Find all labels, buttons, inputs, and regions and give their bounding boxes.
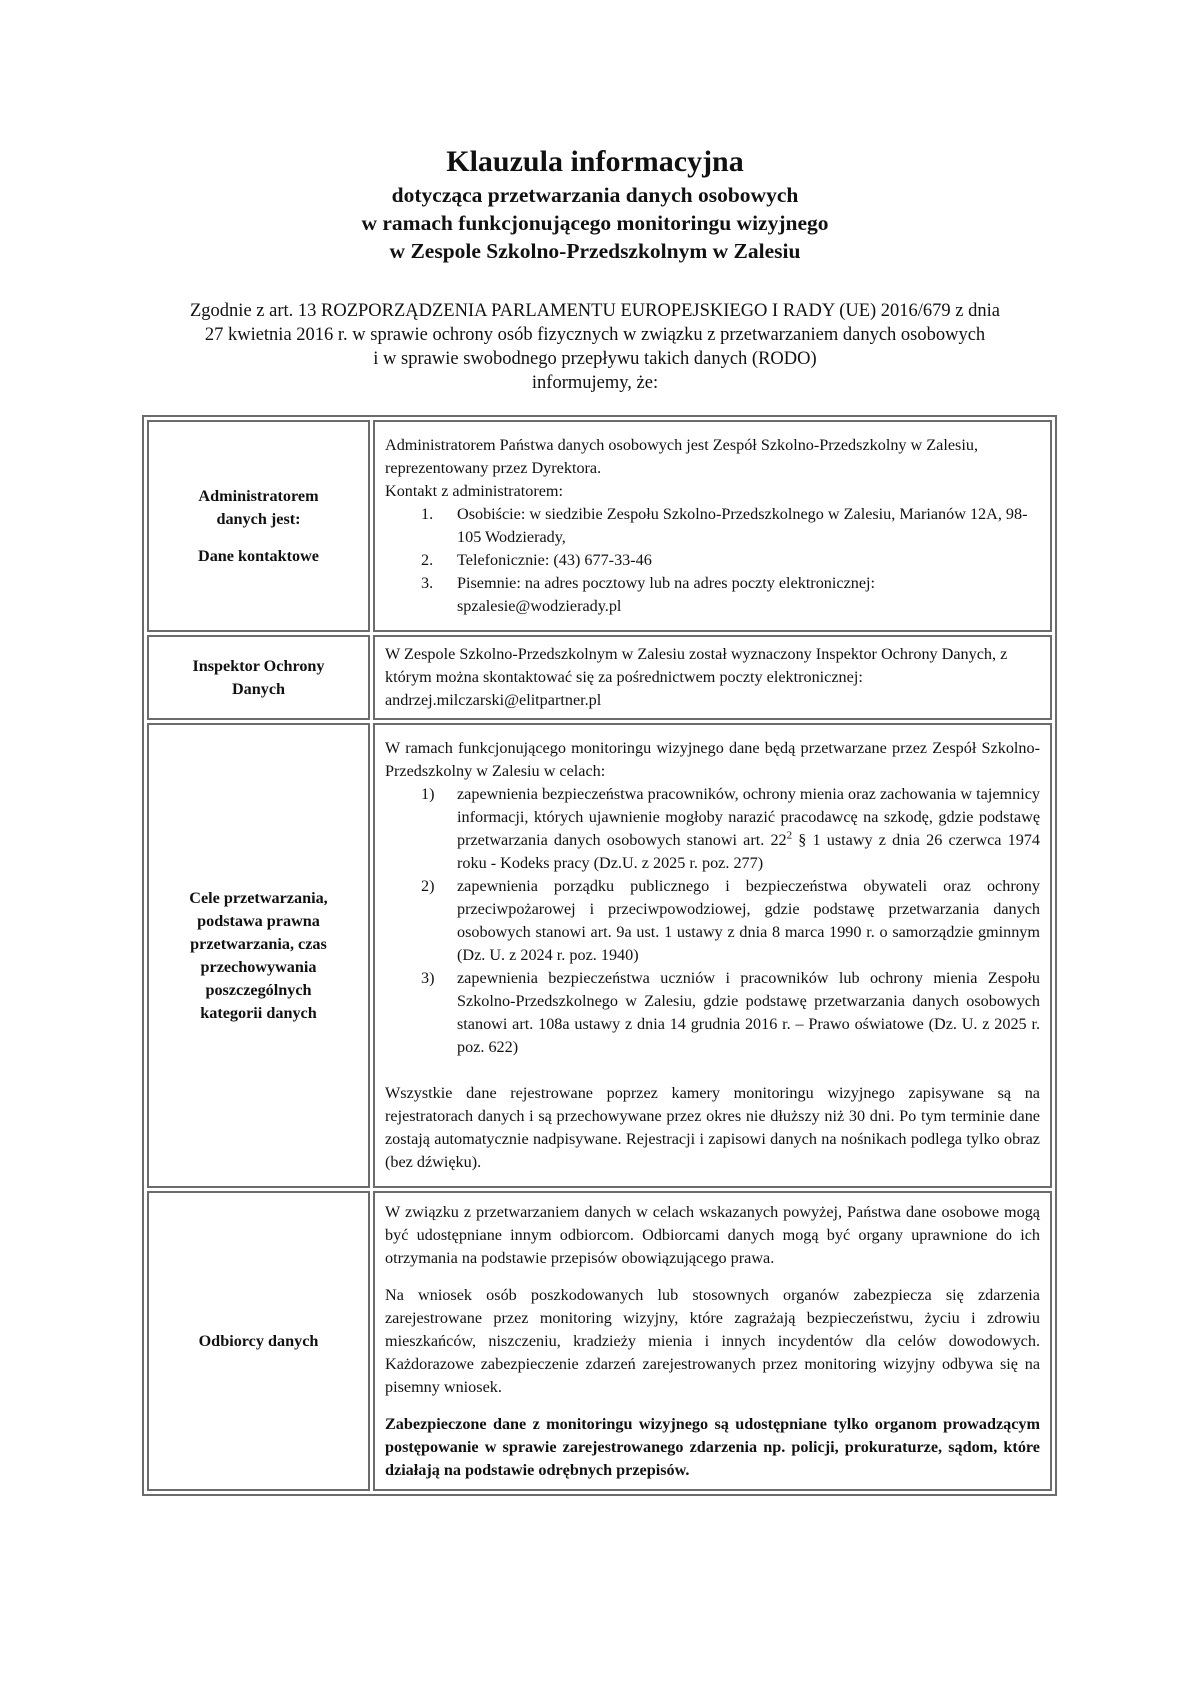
inspektor-text: W Zespole Szkolno-Przedszkolnym w Zalesiu został wyznaczony Inspektor Ochrony Danych, z którym można skontaktować się za pośrednictwem poczty elektronicznej: andrzej.milczarski@elitpartner.pl (385, 645, 1008, 709)
label-cele (147, 723, 370, 1188)
contact-list (385, 503, 1040, 618)
label-odbiorcy-text: Odbiorcy danych (198, 1331, 319, 1350)
cele-intro: W ramach funkcjonującego monitoringu wizyjnego dane będą przetwarzane przez Zespół Szkolno-Przedszkolny w Zalesiu w celach: (385, 739, 1040, 780)
label-administrator-line-1: Administratorem (198, 486, 319, 505)
label-inspektor-line-1: Inspektor Ochrony (192, 656, 325, 675)
label-cele-line-6: kategorii danych (200, 1003, 317, 1022)
table-row-odbiorcy (147, 1191, 1052, 1491)
administrator-text-1: Administratorem Państwa danych osobowych jest Zespół Szkolno-Przedszkolny w Zalesiu, (385, 436, 978, 454)
title-main: Klauzula informacyjna (446, 145, 744, 178)
list-item: 3. Pisemnie: na adres pocztowy lub na adres poczty elektronicznej: spzalesie@wodzierady.pl (421, 574, 876, 615)
admin-email-text: Pisemnie: na adres pocztowy lub na adres poczty elektronicznej: spzalesie@wodzierady.pl (457, 574, 876, 615)
title-sub-line-3: w Zespole Szkolno-Przedszkolnym w Zalesiu (389, 239, 801, 263)
table-row-cele (147, 723, 1052, 1188)
label-contact-data: Dane kontaktowe (198, 546, 319, 565)
label-cele-line-2: podstawa prawna (197, 911, 320, 930)
list-item: 3) zapewnienia bezpieczeństwa uczniów i pracowników lub ochrony mienia Zespołu Szkolno-Przedszkolnego w Zalesiu, gdzie podstawę przetwarzania danych osobowych stanowi art. 108a ustawy z dnia 14 grudnia 2016 r. – Prawo oświatowe (Dz. U. z 2025 r. poz. 622) (421, 969, 1040, 1056)
label-inspektor-line-2: Danych (231, 679, 286, 698)
table-row-inspektor (147, 635, 1052, 720)
purposes-list (385, 783, 1040, 1059)
intro-line-3: i w sprawie swobodnego przepływu takich danych (RODO) (373, 349, 817, 369)
odbiorcy-para-3: Zabezpieczone dane z monitoringu wizyjnego są udostępniane tylko organom prowadzącym postępowanie w sprawie zarejestrowanego zdarzenia np. policji, prokuraturze, sądom, które działają na podstawie odrębnych przepisów. (385, 1414, 1040, 1479)
label-administrator-line-2: danych jest: (216, 509, 301, 528)
table-row-administrator (147, 420, 1052, 632)
title-sub-line-1: dotycząca przetwarzania danych osobowych (391, 183, 799, 207)
content-cele (373, 723, 1052, 1188)
list-item: 2) zapewnienia porządku publicznego i bezpieczeństwa obywateli oraz ochrony przeciwpożarowej i przeciwpowodziowej, gdzie podstawę przetwarzania danych osobowych stanowi art. 9a ust. 1 ustawy z dnia 8 marca 1990 r. o samorządzie gminnym (Dz. U. z 2024 r. poz. 1940) (421, 877, 1040, 964)
label-cele-line-4: przechowywania (200, 957, 317, 976)
content-administrator (373, 420, 1052, 632)
intro-paragraph (0, 299, 1190, 395)
administrator-text-3: Kontakt z administratorem: (385, 482, 564, 500)
document-title (0, 143, 1190, 265)
list-item: 1. Osobiście: w siedzibie Zespołu Szkolno-Przedszkolnego w Zalesiu, Marianów 12A, 98-105 Wodzierady, (421, 505, 1028, 546)
information-table (142, 415, 1057, 1496)
intro-line-1: Zgodnie z art. 13 ROZPORZĄDZENIA PARLAMENTU EUROPEJSKIEGO I RADY (UE) 2016/679 z dnia (190, 301, 1000, 321)
content-odbiorcy (373, 1191, 1052, 1491)
intro-line-2: 27 kwietnia 2016 r. w sprawie ochrony osób fizycznych w związku z przetwarzaniem danych osobowych (204, 325, 986, 345)
list-item: 1) zapewnienia bezpieczeństwa pracowników, ochrony mienia oraz zachowania w tajemnicy informacji, których ujawnienie mogłoby narazić pracodawcę na szkodę, gdzie podstawę przetwarzania danych osobowych stanowi art. $22^2$ § 1 ustawy z dnia 26 czerwca 1974 roku - Kodeks pracy (Dz.U. z 2025 r. poz. 277) (421, 785, 1040, 872)
content-inspektor (373, 635, 1052, 720)
retention-text: Wszystkie dane rejestrowane poprzez kamery monitoringu wizyjnego zapisywane są na rejestratorach danych i są przechowywane przez okres nie dłuższy niż 30 dni. Po tym terminie dane zostają automatycznie nadpisywane. Rejestracji i zapisowi danych na nośnikach podlega tylko obraz (bez dźwięku). (385, 1084, 1040, 1171)
label-cele-line-3: przetwarzania, czas (190, 934, 327, 953)
list-item: 2. Telefonicznie: (43) 677-33-46 (421, 551, 652, 569)
label-cele-line-5: poszczególnych (205, 980, 312, 999)
title-sub-line-2: w ramach funkcjonującego monitoringu wizyjnego (361, 211, 829, 235)
label-odbiorcy (147, 1191, 370, 1491)
administrator-text-2: reprezentowany przez Dyrektora. (385, 459, 602, 477)
odbiorcy-para-2: Na wniosek osób poszkodowanych lub stosownych organów zabezpiecza się zdarzenia zarejestrowane przez monitoring wizyjny, które zagrażają bezpieczeństwu, życiu i zdrowiu mieszkańców, niszczeniu, kradzieży mienia i innych incydentów dla celów dowodowych. Każdorazowe zabezpieczenie zdarzeń zarejestrowanych przez monitoring wizyjny odbywa się na pisemny wniosek. (385, 1285, 1040, 1396)
intro-line-4: informujemy, że: (531, 373, 659, 393)
odbiorcy-para-1: W związku z przetwarzaniem danych w celach wskazanych powyżej, Państwa dane osobowe mogą być udostępniane innym odbiorcom. Odbiorcami danych mogą być organy uprawnione do ich otrzymania na podstawie przepisów obowiązującego prawa. (385, 1202, 1040, 1267)
label-inspektor (147, 635, 370, 720)
label-cele-line-1: Cele przetwarzania, (189, 888, 328, 907)
label-administrator (147, 420, 370, 632)
